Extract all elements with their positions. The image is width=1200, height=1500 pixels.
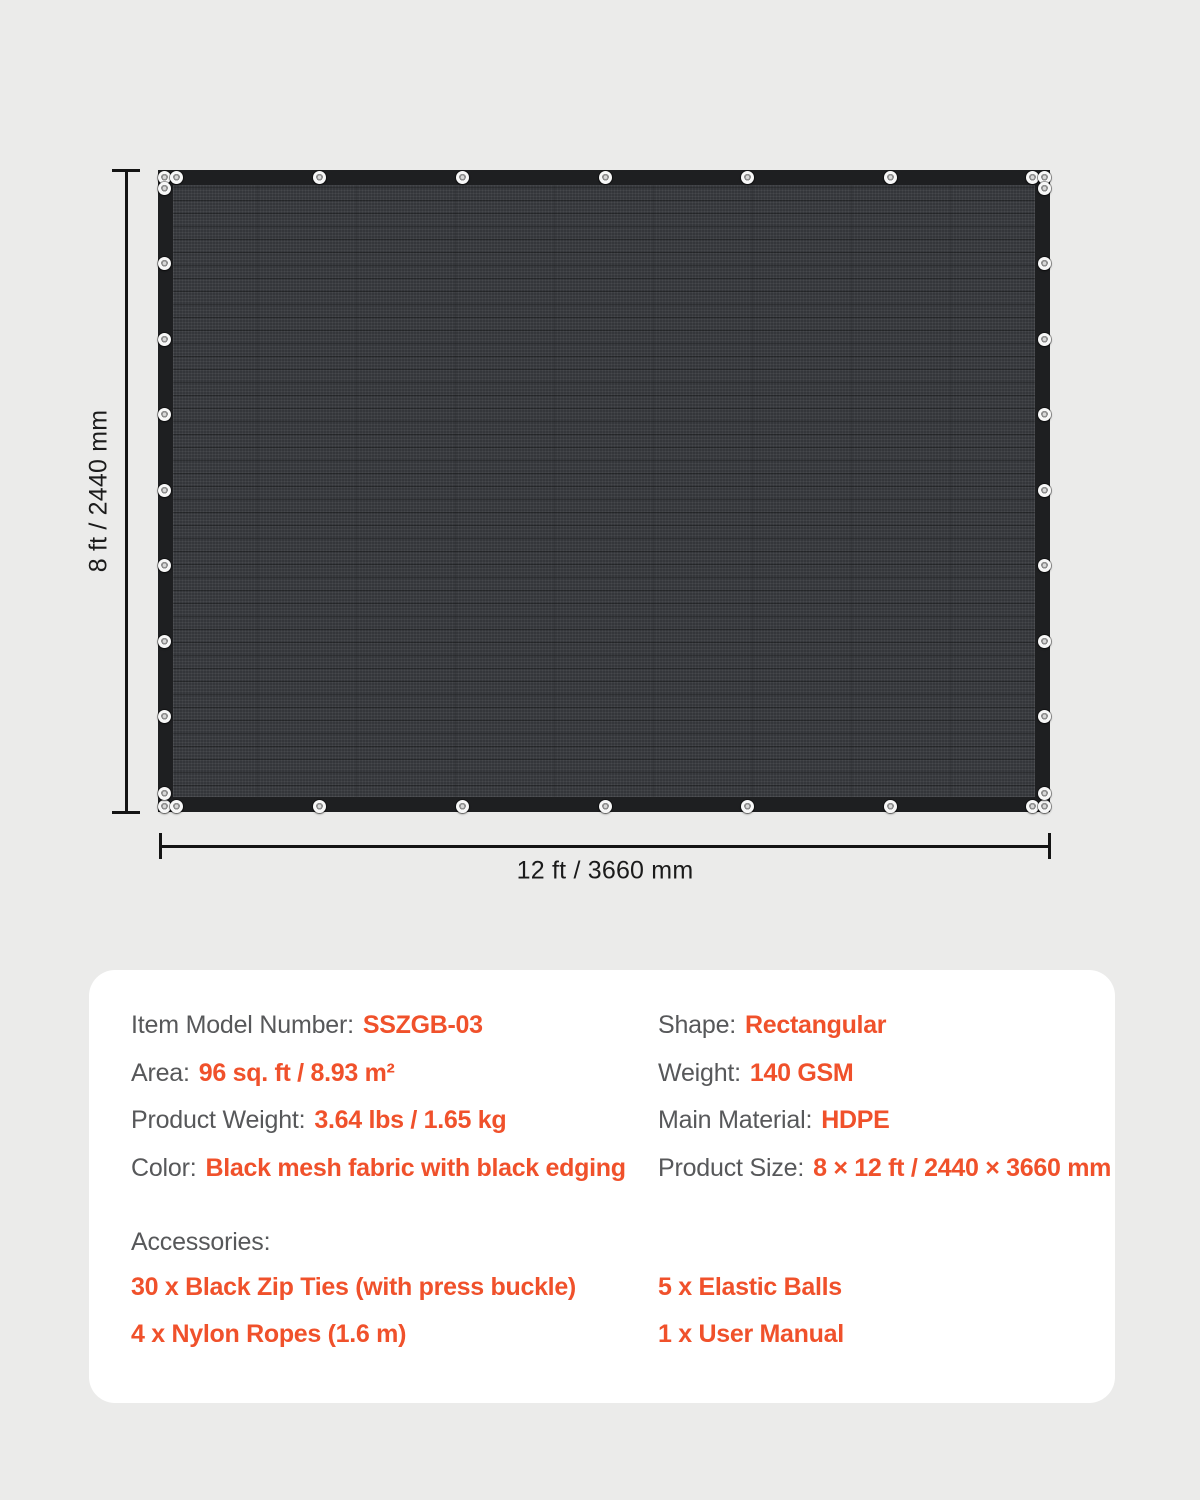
spec-label: Shape:: [658, 1011, 737, 1040]
grommet: [158, 257, 171, 270]
spec-card: [89, 970, 1115, 1403]
grommet: [1026, 800, 1039, 813]
grommet: [456, 800, 469, 813]
spec-label: Product Weight:: [131, 1106, 306, 1135]
grommet: [158, 559, 171, 572]
grommet: [170, 171, 183, 184]
spec-value: SSZGB-03: [362, 1011, 483, 1040]
grommet: [313, 800, 326, 813]
grommet: [1038, 182, 1051, 195]
width-dimension-cap-right: [1048, 833, 1051, 859]
grommet: [313, 171, 326, 184]
spec-value: HDPE: [821, 1106, 890, 1135]
grommet: [1038, 484, 1051, 497]
spec-row-shape: [658, 1002, 1111, 1050]
grommet: [170, 800, 183, 813]
accessory-item-user-manual: 1 x User Manual: [658, 1320, 844, 1349]
spec-label: Color:: [131, 1154, 197, 1183]
grommet: [158, 333, 171, 346]
spec-value: Rectangular: [745, 1011, 887, 1040]
grommet: [1038, 257, 1051, 270]
accessories-heading: Accessories:: [131, 1228, 271, 1257]
spec-value: 96 sq. ft / 8.93 m²: [198, 1058, 395, 1087]
spec-label: Product Size:: [658, 1154, 805, 1183]
width-dimension-label: 12 ft / 3660 mm: [516, 856, 694, 885]
grommet: [599, 800, 612, 813]
spec-value: 8 × 12 ft / 2440 × 3660 mm: [813, 1154, 1112, 1183]
grommet: [158, 408, 171, 421]
grommet: [1038, 635, 1051, 648]
spec-row-gsm-weight: [658, 1050, 1111, 1098]
grommet: [158, 182, 171, 195]
grommet: [741, 800, 754, 813]
grommet: [1038, 333, 1051, 346]
spec-label: Area:: [131, 1058, 190, 1087]
spec-value: 140 GSM: [749, 1058, 854, 1087]
spec-row-material: [658, 1097, 1111, 1145]
width-dimension-cap-left: [159, 833, 162, 859]
spec-row-color: [131, 1145, 626, 1193]
spec-row-area: [131, 1050, 626, 1098]
grommet: [1038, 559, 1051, 572]
grommet: [884, 171, 897, 184]
spec-value: Black mesh fabric with black edging: [205, 1154, 626, 1183]
grommet: [741, 171, 754, 184]
grommet: [1026, 171, 1039, 184]
grommet: [1038, 710, 1051, 723]
accessory-item-zip-ties: 30 x Black Zip Ties (with press buckle): [131, 1273, 576, 1302]
grommet: [884, 800, 897, 813]
spec-label: Weight:: [658, 1058, 741, 1087]
grommet: [1038, 408, 1051, 421]
height-dimension-cap-top: [112, 169, 140, 172]
height-dimension-line: [125, 170, 128, 812]
spec-column-left: [131, 1002, 626, 1192]
grommet: [158, 484, 171, 497]
grommet: [158, 635, 171, 648]
grommet: [599, 171, 612, 184]
spec-value: 3.64 lbs / 1.65 kg: [314, 1106, 507, 1135]
spec-label: Main Material:: [658, 1106, 813, 1135]
spec-row-product-size: [658, 1145, 1111, 1193]
grommet: [1038, 787, 1051, 800]
height-dimension-label: 8 ft / 2440 mm: [84, 409, 113, 573]
mesh-fabric-image: [158, 170, 1050, 812]
accessory-item-elastic-balls: 5 x Elastic Balls: [658, 1273, 842, 1302]
spec-row-model: [131, 1002, 626, 1050]
grommet: [1038, 800, 1051, 813]
grommet: [158, 800, 171, 813]
grommet: [158, 787, 171, 800]
spec-column-right: [658, 1002, 1111, 1192]
grommet: [456, 171, 469, 184]
height-dimension-cap-bottom: [112, 811, 140, 814]
spec-label: Item Model Number:: [131, 1011, 354, 1040]
accessory-item-nylon-ropes: 4 x Nylon Ropes (1.6 m): [131, 1320, 407, 1349]
grommet: [158, 710, 171, 723]
spec-row-product-weight: [131, 1097, 626, 1145]
width-dimension-line: [161, 845, 1051, 848]
